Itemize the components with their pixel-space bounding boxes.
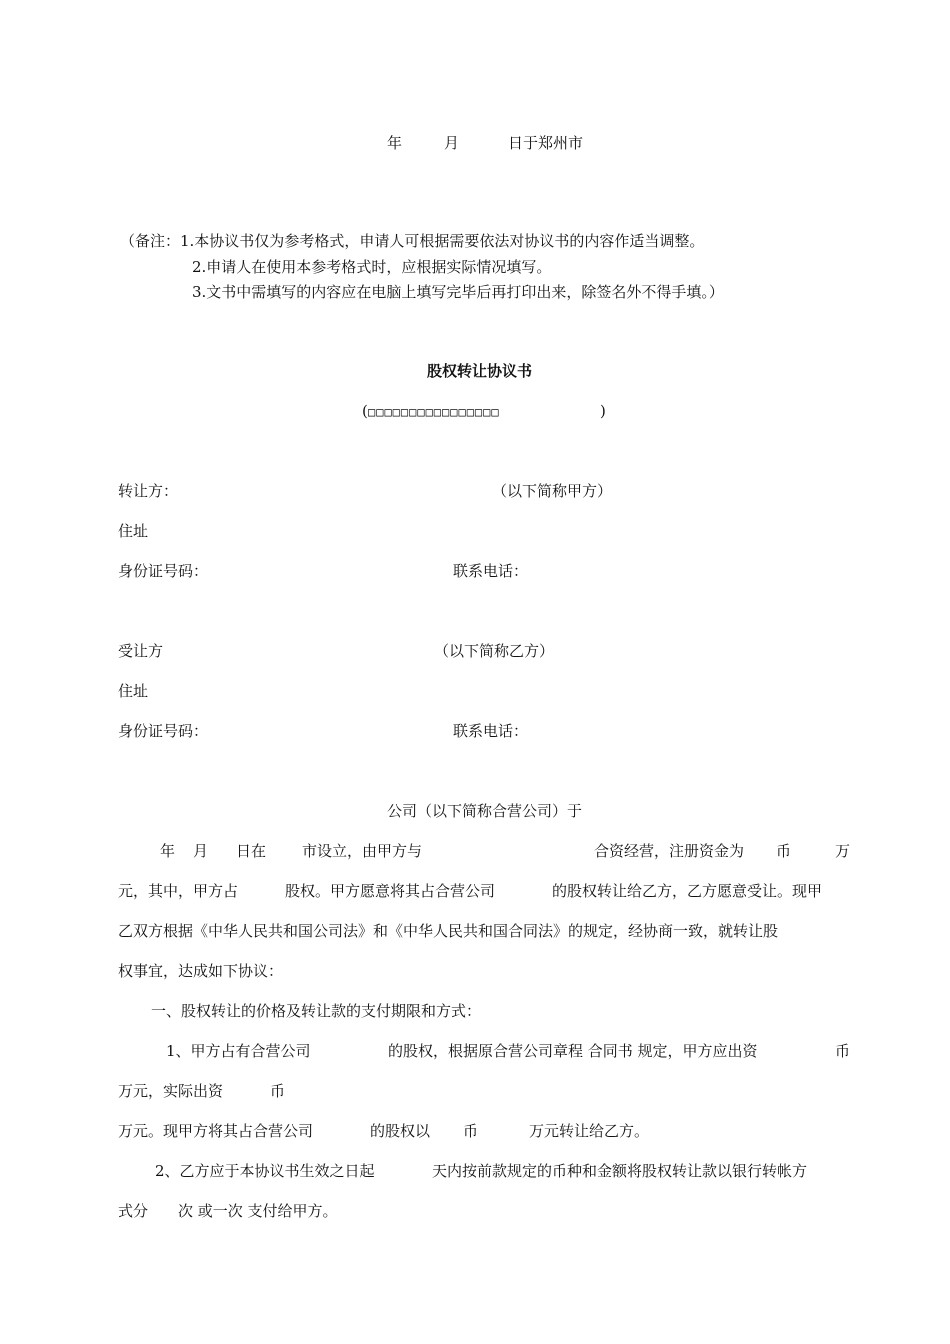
note-line-3: 3.文书中需填写的内容应在电脑上填写完毕后再打印出来，除签名外不得手填。） bbox=[192, 283, 724, 301]
transferee-label: 受让方 bbox=[118, 642, 164, 660]
transferee-id-label: 身份证号码： bbox=[118, 722, 209, 740]
date-month: 月 bbox=[444, 134, 460, 152]
clause-1-line2-a: 万元，实际出资 bbox=[118, 1082, 224, 1100]
p1-month: 月 bbox=[193, 842, 209, 860]
transferor-id-label: 身份证号码： bbox=[118, 562, 209, 580]
p1-city: 市设立，由甲方与 bbox=[302, 842, 423, 860]
transferee-alias: （以下简称乙方） bbox=[434, 642, 555, 660]
clause-2-line2-b: 次 或一次 支付给甲方。 bbox=[178, 1202, 338, 1220]
transferee-phone-label: 联系电话： bbox=[453, 722, 529, 740]
note-line-1: （备注：1.本协议书仅为参考格式，申请人可根据需要依法对协议书的内容作适当调整。 bbox=[120, 232, 705, 250]
date-day-place: 日于郑州市 bbox=[508, 134, 584, 152]
p4-line: 权事宜，达成如下协议： bbox=[118, 962, 284, 980]
clause-1-part-b: 的股权，根据原合营公司章程 合同书 规定，甲方应出资 bbox=[388, 1042, 758, 1060]
p2-part-c: 的股权转让给乙方，乙方愿意受让。现甲 bbox=[552, 882, 823, 900]
clause-2-line2-a: 式分 bbox=[118, 1202, 149, 1220]
subtitle-open: ( bbox=[362, 402, 368, 420]
transferor-alias: （以下简称甲方） bbox=[492, 482, 613, 500]
transferor-phone-label: 联系电话： bbox=[453, 562, 529, 580]
clause-2-part-a: 2、乙方应于本协议书生效之日起 bbox=[155, 1162, 375, 1180]
company-line: 公司（以下简称合营公司）于 bbox=[387, 802, 583, 820]
transferee-address-label: 住址 bbox=[118, 682, 149, 700]
p2-part-a: 元，其中，甲方占 bbox=[118, 882, 239, 900]
section-1-heading: 一、股权转让的价格及转让款的支付期限和方式： bbox=[151, 1002, 482, 1020]
p1-wan: 万 bbox=[835, 842, 851, 860]
clause-1-part-a: 1、甲方占有合营公司 bbox=[166, 1042, 311, 1060]
clause-2-part-b: 天内按前款规定的币种和金额将股权转让款以银行转帐方 bbox=[432, 1162, 808, 1180]
clause-1-line3-a: 万元。现甲方将其占合营公司 bbox=[118, 1122, 314, 1140]
p1-jv: 合资经营，注册资金为 bbox=[594, 842, 745, 860]
transferor-label: 转让方： bbox=[118, 482, 179, 500]
p1-day: 日在 bbox=[236, 842, 267, 860]
subtitle-placeholder: □□□□□□□□□□□□□□□□ bbox=[368, 405, 500, 419]
p2-part-b: 股权。甲方愿意将其占合营公司 bbox=[285, 882, 496, 900]
date-year: 年 bbox=[387, 134, 403, 152]
clause-1-line2-b: 币 bbox=[270, 1082, 286, 1100]
note-line-2: 2.申请人在使用本参考格式时，应根据实际情况填写。 bbox=[192, 258, 552, 276]
subtitle-close: ) bbox=[600, 402, 606, 420]
clause-1-line3-c: 币 bbox=[463, 1122, 479, 1140]
p3-line: 乙双方根据《中华人民共和国公司法》和《中华人民共和国合同法》的规定，经协商一致，就转让股 bbox=[118, 922, 779, 940]
p1-currency: 币 bbox=[776, 842, 792, 860]
clause-1-part-c: 币 bbox=[835, 1042, 851, 1060]
transferor-address-label: 住址 bbox=[118, 522, 149, 540]
p1-year: 年 bbox=[160, 842, 176, 860]
page-title: 股权转让协议书 bbox=[427, 362, 533, 380]
clause-1-line3-d: 万元转让给乙方。 bbox=[529, 1122, 650, 1140]
clause-1-line3-b: 的股权以 bbox=[370, 1122, 431, 1140]
